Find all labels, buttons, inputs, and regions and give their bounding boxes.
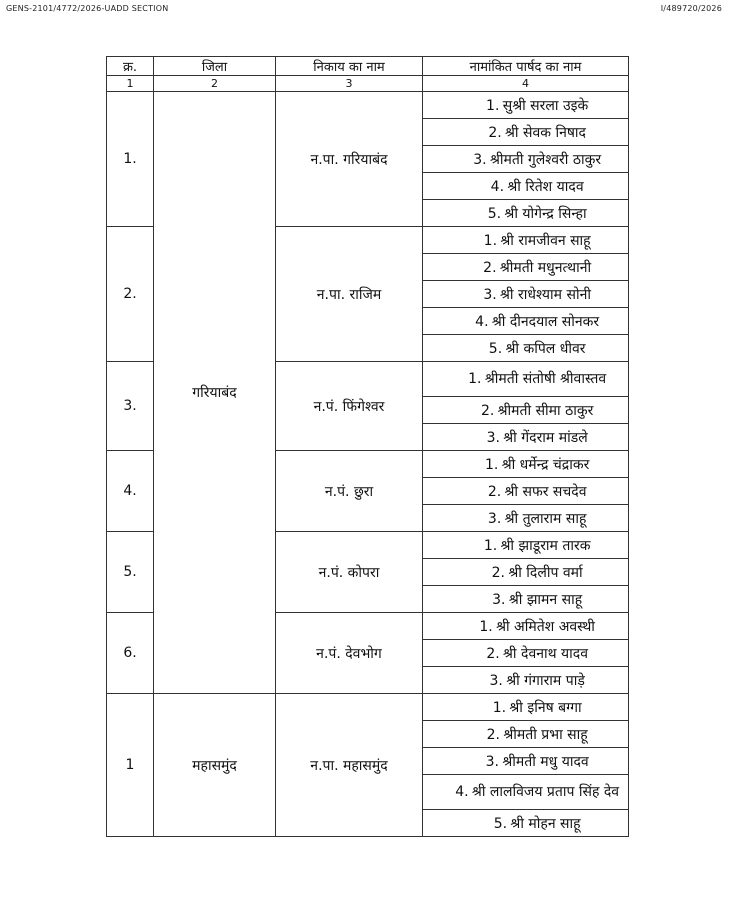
councillor-index: 2. bbox=[486, 726, 500, 743]
councillor-name: श्री योगेन्द्र सिन्हा bbox=[504, 205, 587, 222]
councillor-index: 3. bbox=[486, 429, 500, 446]
col-number: 1 bbox=[107, 76, 154, 92]
councillor-entry bbox=[423, 478, 629, 505]
councillor-name: श्री कपिल धीवर bbox=[505, 340, 586, 357]
councillor-index: 5. bbox=[488, 340, 503, 357]
serial-number: 3. bbox=[107, 362, 154, 451]
councillor-entry bbox=[423, 640, 629, 667]
councillor-entry bbox=[423, 694, 629, 721]
councillor-name: श्री धर्मेन्द्र चंद्राकर bbox=[501, 456, 590, 473]
councillor-index: 2. bbox=[486, 645, 500, 662]
councillor-entry bbox=[423, 505, 629, 532]
councillor-index: 4. bbox=[490, 178, 505, 195]
councillor-name: श्री गेंदराम मांडले bbox=[503, 429, 588, 446]
councillor-index: 3. bbox=[473, 151, 487, 168]
local-body-name: न.पं. छुरा bbox=[276, 451, 423, 532]
councillor-entry bbox=[423, 227, 629, 254]
councillor-name: श्री देवनाथ यादव bbox=[503, 645, 588, 662]
local-body-name: न.पा. गरियाबंद bbox=[276, 92, 423, 227]
col-number: 3 bbox=[276, 76, 423, 92]
councillor-name: श्रीमती सीमा ठाकुर bbox=[497, 402, 594, 419]
document-number: I/489720/2026 bbox=[660, 4, 722, 13]
councillor-entry bbox=[423, 308, 629, 335]
councillor-index: 1. bbox=[483, 537, 498, 554]
serial-number: 1 bbox=[107, 694, 154, 837]
councillor-name: श्री रितेश यादव bbox=[507, 178, 584, 195]
councillor-index: 1. bbox=[479, 618, 493, 635]
councillor-index: 2. bbox=[488, 124, 502, 141]
column-number-row bbox=[107, 76, 629, 92]
councillor-entry bbox=[423, 559, 629, 586]
councillor-entry bbox=[423, 146, 629, 173]
councillor-entry bbox=[423, 254, 629, 281]
councillor-name: श्री तुलाराम साहू bbox=[504, 510, 587, 527]
local-body-name: न.पा. महासमुंद bbox=[276, 694, 423, 837]
councillor-name: श्री रामजीवन साहू bbox=[500, 232, 591, 249]
councillor-entry bbox=[423, 586, 629, 613]
serial-number: 2. bbox=[107, 227, 154, 362]
councillor-name: श्री दीनदयाल सोनकर bbox=[491, 313, 600, 330]
serial-number: 1. bbox=[107, 92, 154, 227]
councillor-entry bbox=[423, 667, 629, 694]
councillor-index: 5. bbox=[493, 815, 508, 832]
councillor-index: 4. bbox=[475, 313, 489, 330]
local-body-name: न.पं. देवभोग bbox=[276, 613, 423, 694]
councillor-name: श्रीमती मधुनत्थानी bbox=[499, 259, 592, 276]
document-reference: GENS-2101/4772/2026-UADD SECTION bbox=[6, 4, 169, 13]
district-name: महासमुंद bbox=[154, 694, 276, 837]
councillor-name: श्री सेवक निषाद bbox=[505, 124, 586, 141]
local-body-name: न.पं. फिंगेश्वर bbox=[276, 362, 423, 451]
councillor-index: 3. bbox=[485, 753, 499, 770]
councillor-index: 1. bbox=[483, 232, 498, 249]
councillor-entry bbox=[423, 335, 629, 362]
councillor-name: श्री दिलीप वर्मा bbox=[508, 564, 583, 581]
councillor-name: सुश्री सरला उइके bbox=[502, 97, 589, 114]
councillor-entry bbox=[423, 721, 629, 748]
col-number: 4 bbox=[423, 76, 629, 92]
nominated-councillors-table bbox=[106, 56, 629, 837]
councillor-entry bbox=[423, 200, 629, 227]
councillor-index: 3. bbox=[483, 286, 497, 303]
councillor-entry bbox=[423, 92, 629, 119]
councillor-index: 1. bbox=[492, 699, 507, 716]
councillor-index: 2. bbox=[483, 259, 497, 276]
councillor-index: 1. bbox=[485, 456, 499, 473]
col-header-serial: क्र. bbox=[107, 57, 154, 76]
district-name: गरियाबंद bbox=[154, 92, 276, 694]
councillor-index: 1. bbox=[468, 370, 482, 387]
councillor-name: श्री मोहन साहू bbox=[510, 815, 581, 832]
serial-number: 4. bbox=[107, 451, 154, 532]
table-row bbox=[107, 92, 629, 119]
councillor-name: श्रीमती गुलेश्वरी ठाकुर bbox=[489, 151, 602, 168]
local-body-name: न.पा. राजिम bbox=[276, 227, 423, 362]
councillor-name: श्री राधेश्याम सोनी bbox=[500, 286, 591, 303]
serial-number: 5. bbox=[107, 532, 154, 613]
councillor-index: 2. bbox=[480, 402, 495, 419]
councillor-name: श्री इनिष बग्गा bbox=[509, 699, 582, 716]
councillor-name: श्रीमती संतोषी श्रीवास्तव bbox=[484, 370, 607, 387]
councillor-entry bbox=[423, 451, 629, 478]
councillor-name: श्री झाडूराम तारक bbox=[500, 537, 591, 554]
councillor-name: श्री लालविजय प्रताप सिंह देव bbox=[471, 783, 620, 800]
councillor-entry bbox=[423, 281, 629, 308]
councillor-index: 5. bbox=[487, 205, 502, 222]
councillor-index: 4. bbox=[455, 783, 469, 800]
table-body bbox=[107, 92, 629, 837]
councillor-entry bbox=[423, 362, 629, 397]
table-row bbox=[107, 694, 629, 721]
councillor-name: श्री गंगाराम पाड़े bbox=[506, 672, 585, 689]
councillor-name: श्रीमती प्रभा साहू bbox=[503, 726, 588, 743]
councillor-name: श्री झामन साहू bbox=[508, 591, 583, 608]
councillor-entry bbox=[423, 424, 629, 451]
councillor-index: 2. bbox=[491, 564, 505, 581]
councillor-entry bbox=[423, 397, 629, 424]
councillor-index: 3. bbox=[489, 672, 503, 689]
councillor-index: 3. bbox=[487, 510, 502, 527]
councillor-entry bbox=[423, 748, 629, 775]
councillor-entry bbox=[423, 810, 629, 837]
councillor-entry bbox=[423, 119, 629, 146]
table-header-row bbox=[107, 57, 629, 76]
councillor-name: श्रीमती मधु यादव bbox=[502, 753, 589, 770]
councillor-entry bbox=[423, 173, 629, 200]
councillor-entry bbox=[423, 613, 629, 640]
col-header-body-name: निकाय का नाम bbox=[276, 57, 423, 76]
councillor-index: 3. bbox=[492, 591, 506, 608]
councillor-entry bbox=[423, 532, 629, 559]
col-header-councillor-name: नामांकित पार्षद का नाम bbox=[423, 57, 629, 76]
local-body-name: न.पं. कोपरा bbox=[276, 532, 423, 613]
col-number: 2 bbox=[154, 76, 276, 92]
councillor-entry bbox=[423, 775, 629, 810]
serial-number: 6. bbox=[107, 613, 154, 694]
councillor-name: श्री अमितेश अवस्थी bbox=[496, 618, 595, 635]
col-header-district: जिला bbox=[154, 57, 276, 76]
councillor-name: श्री सफर सचदेव bbox=[504, 483, 587, 500]
councillor-index: 2. bbox=[487, 483, 502, 500]
councillor-index: 1. bbox=[486, 97, 500, 114]
